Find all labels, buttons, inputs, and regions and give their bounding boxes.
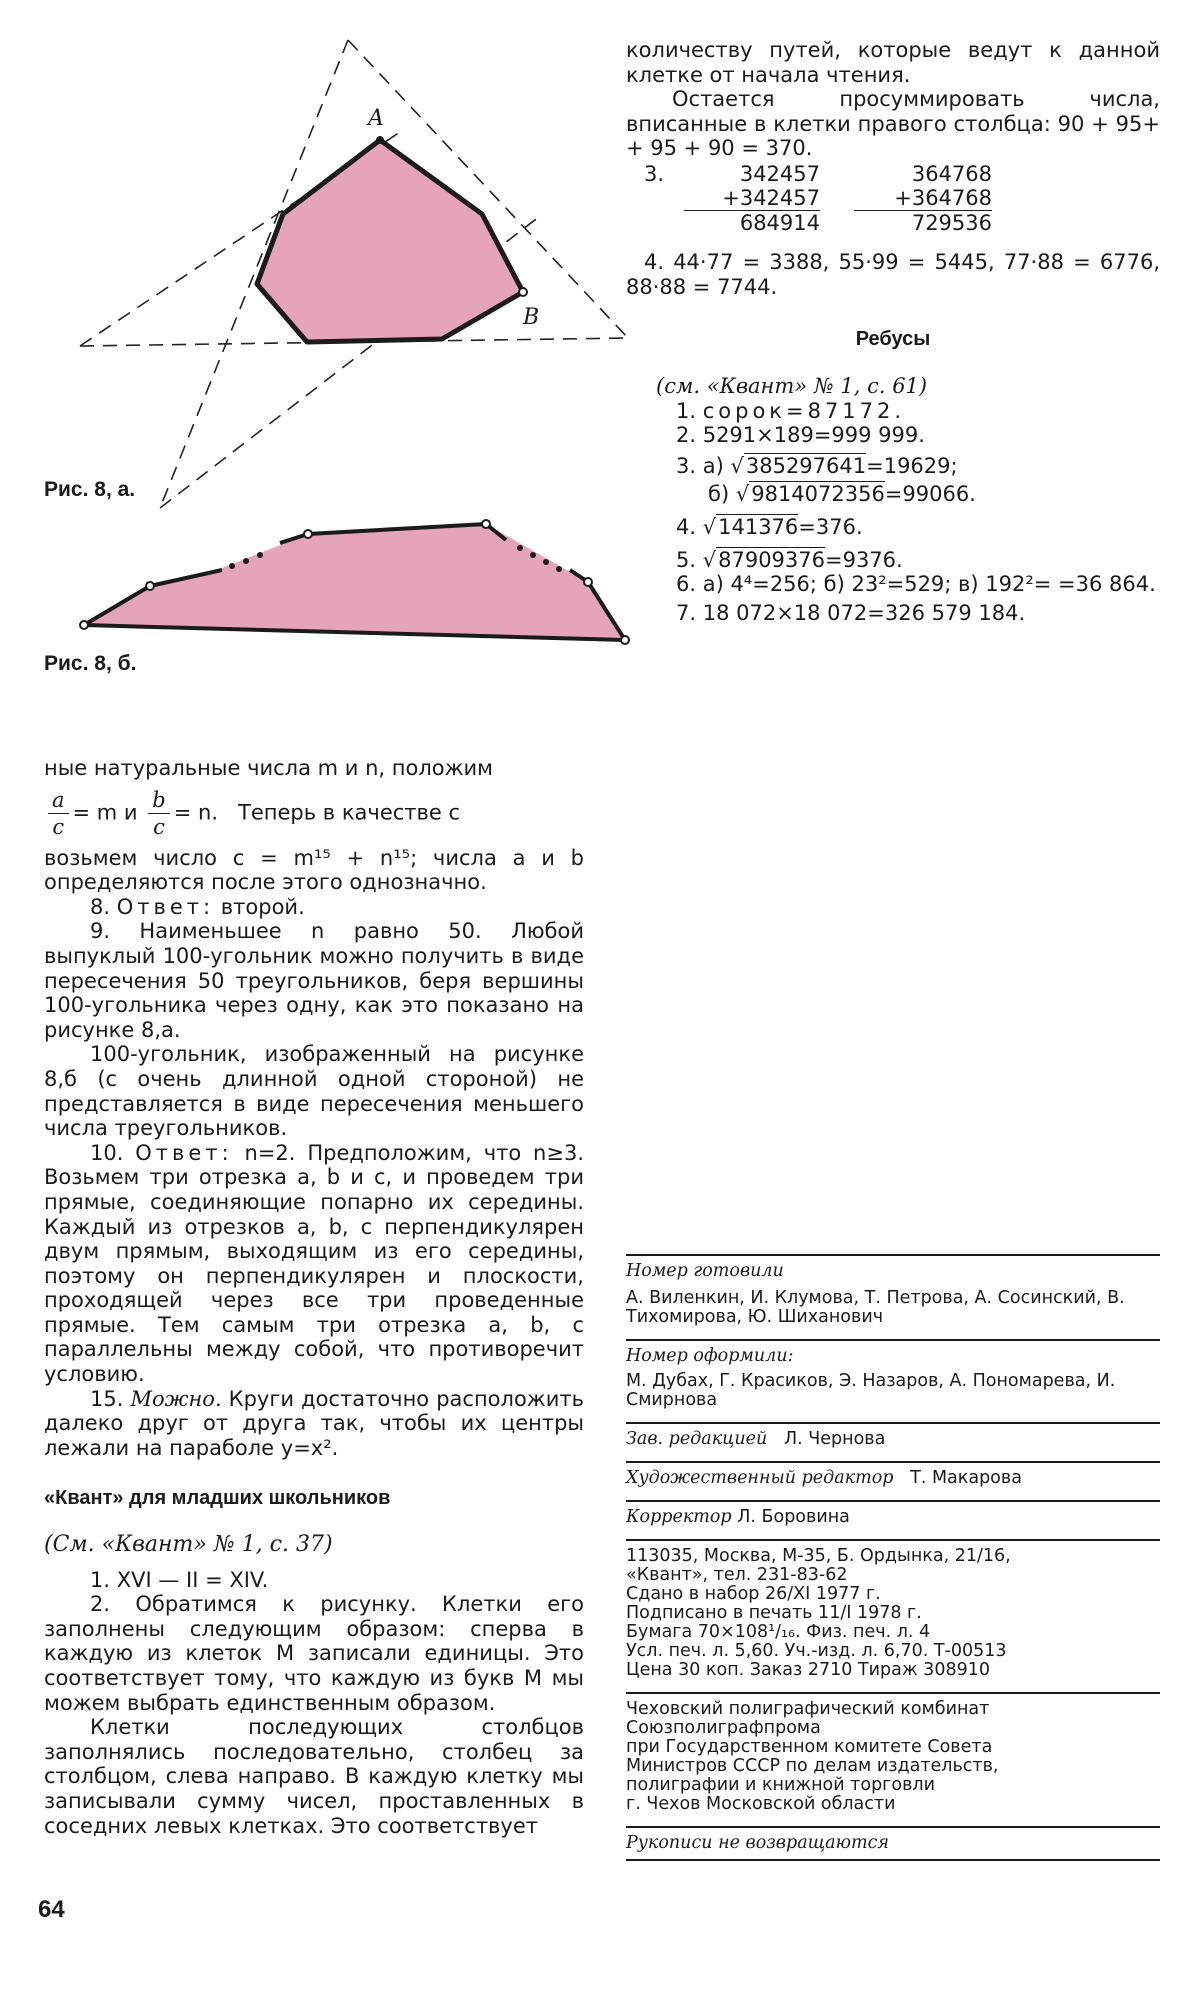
colophon-line: Чеховский полиграфический комбинат xyxy=(626,1699,990,1719)
item-text: сорок=87172. xyxy=(702,398,906,423)
item-result: =376. xyxy=(798,514,863,539)
addend: 342457 xyxy=(739,162,820,186)
numerator: a xyxy=(48,787,69,814)
equation-part: = n. xyxy=(173,800,218,825)
addend: +364768 xyxy=(894,186,992,210)
denominator: c xyxy=(52,814,65,839)
colophon-line: г. Чехов Московской области xyxy=(626,1794,896,1814)
answer-word: Можно. xyxy=(130,1386,222,1411)
item-text: 2. 5291×189=999 999. xyxy=(676,423,925,448)
item-sub: б) xyxy=(708,482,730,507)
addend: +342457 xyxy=(722,186,820,210)
sum: 729536 xyxy=(854,210,992,235)
item-result: =99066. xyxy=(884,482,976,507)
answer-text: n=2. Предположим, что n≥3. Возьмем три отрезка a, b и c, и проведем три прямые, соединяющие попарно их середины. Каждый из отрезков a, b, c перпендикулярен двум прямым, выходящим из его середины, поэтому он перпендикулярен и плоскости, проходящей через все три проведенные прямые. Тем самым три отрезка a, b, c параллельны между собой, что противоречит условию. xyxy=(44,1140,584,1387)
radicand: 87909376 xyxy=(718,547,825,572)
rebuses-list: (см. «Квант» № 1, с. 61) 1. сорок=87172. 2. 5291×189=999 999. 3. а) √385297641=19629; б) √9814072356=99066. 4. √141376=376. 5. √87909376=9376. 6. а) 4⁴=256; б) 23²=529; в) 192²= =36 864. 7. 18 072×18 072=326 579 184. xyxy=(626,374,1160,625)
answer-text: Круги достаточно расположить далеко друг от друга так, чтобы их центры лежали на параболе y=x². xyxy=(44,1386,584,1460)
colophon-label: Номер оформили: xyxy=(626,1346,794,1366)
colophon-line: полиграфии и книжной торговли xyxy=(626,1775,935,1795)
addition-1 xyxy=(690,162,820,235)
equation-part: = m и xyxy=(72,800,138,825)
colophon-text: Л. Боровина xyxy=(737,1507,850,1527)
item-num: 15. xyxy=(90,1386,124,1411)
colophon-label: Художественный редактор xyxy=(626,1468,894,1488)
paragraph: 9. Наименьшее n равно 50. Любой выпуклый 100-угольник можно получить в виде пересечения 50 треугольников, беря вершины 100-угольника через одну, как это показано на рисунке 8,а. xyxy=(44,919,584,1042)
answer-text: второй. xyxy=(220,894,305,919)
addend: 364768 xyxy=(911,162,992,186)
rebuses-ref: (см. «Квант» № 1, с. 61) xyxy=(656,374,928,398)
addition-2 xyxy=(860,162,992,235)
item-num: 1. xyxy=(676,398,697,423)
colophon-line: Сдано в набор 26/XI 1977 г. xyxy=(626,1584,881,1604)
rebuses-title: Ребусы xyxy=(855,328,931,350)
fig-a-caption: Рис. 8, а. xyxy=(44,478,136,501)
colophon-line: «Квант», тел. 231-83-62 xyxy=(626,1565,848,1585)
label-a: A xyxy=(368,106,384,131)
sum: 684914 xyxy=(684,210,820,235)
item-text: 6. а) 4⁴=256; б) 23²=529; в) 192²= =36 864. xyxy=(676,572,1156,597)
colophon-line: Подписано в печать 11/I 1978 г. xyxy=(626,1603,922,1623)
answer-word: Ответ: xyxy=(116,894,215,919)
item-3-label: 3. xyxy=(644,162,665,186)
item-text: 7. 18 072×18 072=326 579 184. xyxy=(676,600,1026,625)
figure-8b xyxy=(70,510,640,650)
colophon-line: Бумага 70×108¹/₁₆. Физ. печ. л. 4 xyxy=(626,1622,931,1642)
paragraph: Клетки последующих столбцов заполнялись последовательно, столбец за столбцом, слева направо. В каждую клетку мы записывали сумму чисел, проставленных в соседних левых клетках. Это соответствует xyxy=(44,1715,584,1838)
radicand: 9814072356 xyxy=(751,482,885,507)
page-number: 64 xyxy=(38,1896,65,1923)
colophon-text: Л. Чернова xyxy=(784,1429,886,1449)
colophon-line: при Государственном комитете Совета xyxy=(626,1737,993,1757)
answer-word: Ответ: xyxy=(135,1140,233,1165)
radicand: 385297641 xyxy=(745,453,867,478)
paragraph: возьмем число c = m¹⁵ + n¹⁵; числа a и b определяются после этого однозначно. xyxy=(44,845,584,895)
colophon-label: Номер готовили xyxy=(626,1261,784,1281)
item-num: 5. xyxy=(676,547,697,572)
fraction-a-c xyxy=(48,787,69,840)
item-num: 3. xyxy=(676,453,697,478)
convex-polygon xyxy=(257,140,523,342)
colophon-label: Рукописи не возвращаются xyxy=(626,1833,889,1853)
item-num: 10. xyxy=(90,1140,124,1165)
colophon-text: А. Виленкин, И. Клумова, Т. Петрова, А. Сосинский, В. Тихомирова, Ю. Шиханович xyxy=(626,1288,1125,1327)
equation-tail: Теперь в качестве c xyxy=(238,800,461,825)
section-ref: (См. «Квант» № 1, с. 37) xyxy=(44,1532,333,1558)
paragraph: 1. XVI — II = XIV. xyxy=(90,1567,269,1592)
colophon-line: Цена 30 коп. Заказ 2710 Тираж 308910 xyxy=(626,1660,990,1680)
section-heading: «Квант» для младших школьников xyxy=(44,1487,391,1510)
label-b: B xyxy=(523,305,540,330)
item-result: =19629; xyxy=(866,453,958,478)
colophon-line: 113035, Москва, М-35, Б. Ордынка, 21/16, xyxy=(626,1546,1011,1566)
item-result: =9376. xyxy=(825,547,903,572)
left-column xyxy=(44,756,584,1838)
colophon-line: Союзполиграфпрома xyxy=(626,1718,821,1738)
colophon xyxy=(626,1254,1160,1861)
colophon-text: Т. Макарова xyxy=(910,1468,1022,1488)
fig-b-caption: Рис. 8, б. xyxy=(44,652,137,675)
printer-info xyxy=(626,1692,1160,1820)
colophon-label: Корректор xyxy=(626,1507,732,1527)
item-num: 4. xyxy=(676,514,697,539)
paragraph: 2. Обратимся к рисунку. Клетки его заполнены следующим образом: сперва в каждую из клеток M записали единицы. Это соответствует тому, что каждую из букв M мы можем выбрать единственным образом. xyxy=(44,1592,584,1715)
paragraph: количеству путей, которые ведут к данной клетке от начала чтения. xyxy=(626,38,1160,87)
paragraph: 100-угольник, изображенный на рисунке 8,б (с очень длинной одной стороной) не представляется в виде пересечения меньшего числа треугольников. xyxy=(44,1042,584,1141)
colophon-text: М. Дубах, Г. Красиков, Э. Назаров, А. Пономарева, И. Смирнова xyxy=(626,1371,1116,1410)
item-4: 4. 44·77 = 3388, 55·99 = 5445, 77·88 = 6776, 88·88 = 7744. xyxy=(626,250,1160,299)
fraction-b-c xyxy=(148,787,169,840)
vertex-B xyxy=(519,288,527,296)
vertex-A xyxy=(376,136,384,144)
colophon-line: Министров СССР по делам издательств, xyxy=(626,1756,999,1776)
figure-8a xyxy=(60,28,640,518)
paragraph: ные натуральные числа m и n, положим xyxy=(44,756,494,780)
paragraph: Остается просуммировать числа, вписанные в клетки правого столбца: 90 + 95+ + 95 + 90 = 370. xyxy=(626,87,1160,161)
denominator: c xyxy=(153,814,165,839)
right-top-text xyxy=(626,38,1160,161)
colophon-label: Зав. редакцией xyxy=(626,1429,768,1449)
numerator: b xyxy=(148,787,169,814)
item-num: 8. xyxy=(90,894,111,919)
colophon-line: Усл. печ. л. 5,60. Уч.-изд. л. 6,70. Т-00513 xyxy=(626,1641,1007,1661)
publisher-info xyxy=(626,1539,1160,1686)
item-sub: а) xyxy=(702,453,724,478)
radicand: 141376 xyxy=(718,514,799,539)
